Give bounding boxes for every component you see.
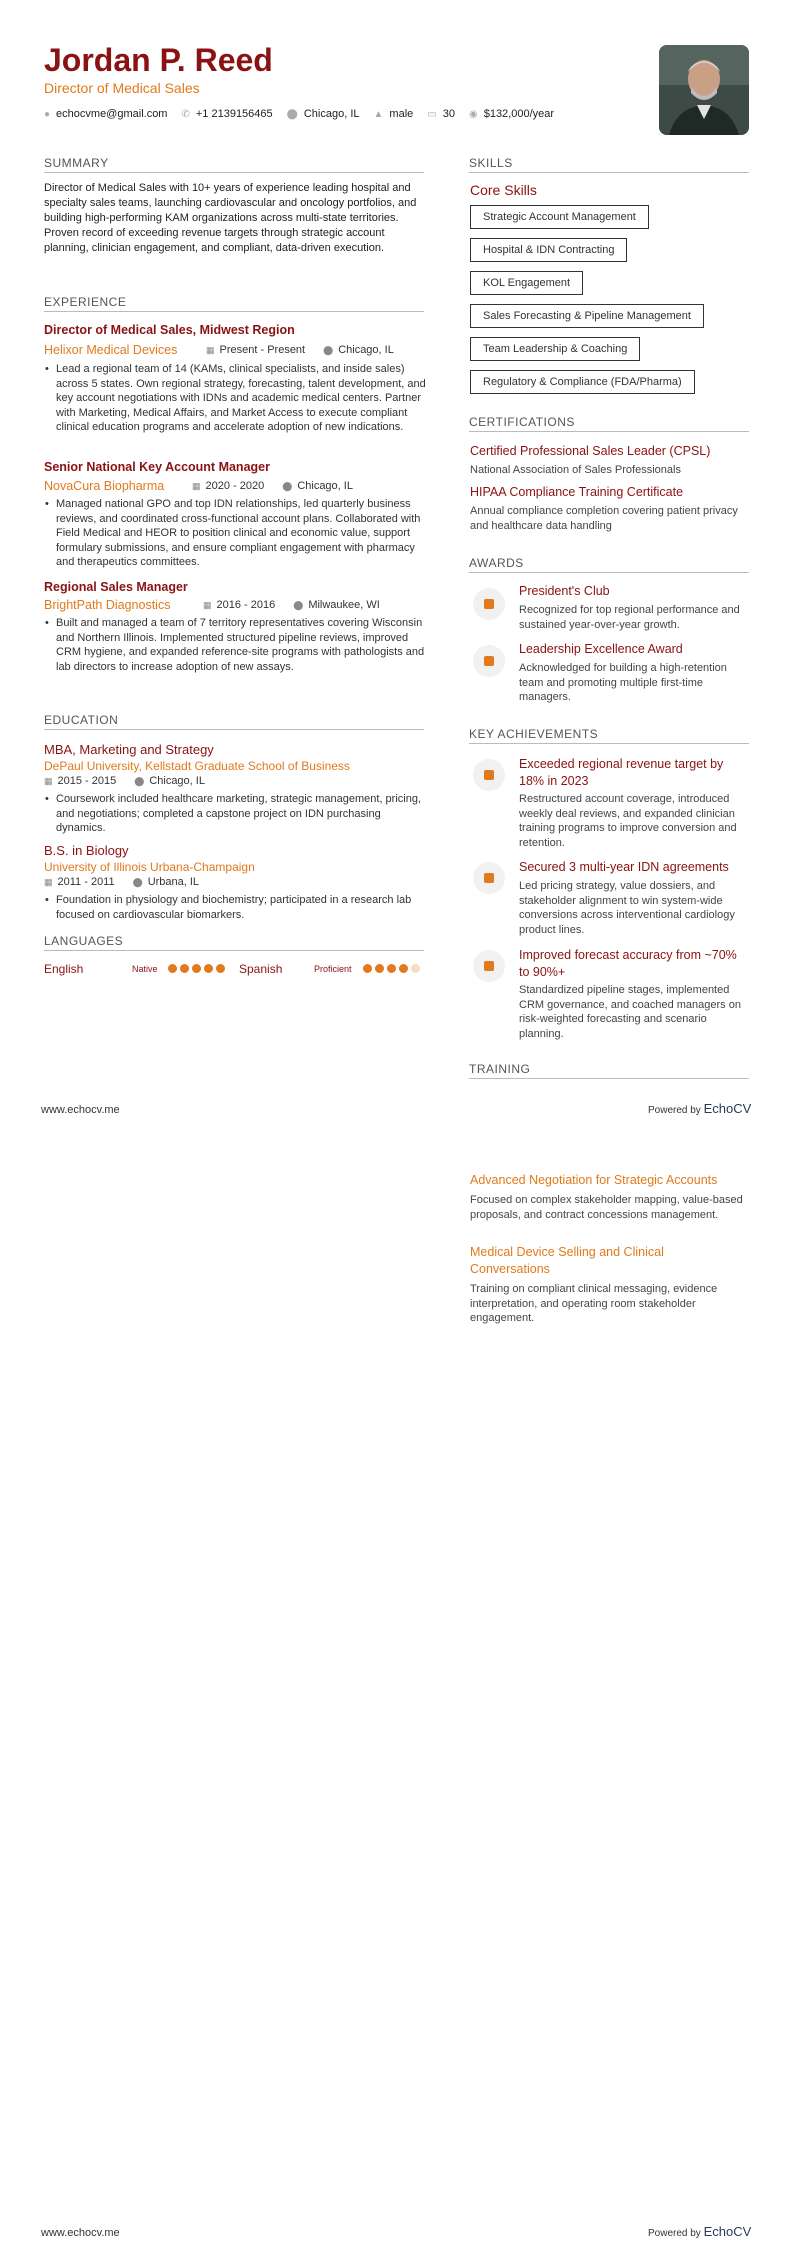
job-meta xyxy=(206,344,394,356)
job-dates: 2020 - 2020 xyxy=(205,480,265,492)
summary-heading: SUMMARY xyxy=(44,156,424,173)
footer-brand xyxy=(648,2224,751,2239)
resume-page-2 xyxy=(0,1123,794,2246)
salary-icon: ◉ xyxy=(468,108,478,120)
training-title: Advanced Negotiation for Strategic Accounts xyxy=(470,1173,718,1187)
target-icon xyxy=(473,950,505,982)
achievements-heading: KEY ACHIEVEMENTS xyxy=(469,727,749,744)
achievement-desc: Led pricing strategy, value dossiers, and stakeholder alignment to win system-wide conversions across interventional cardiology product lines. xyxy=(519,880,735,936)
candidate-role: Director of Medical Sales xyxy=(44,80,200,96)
awards-heading: AWARDS xyxy=(469,556,749,573)
job-meta xyxy=(192,480,353,492)
footer-brand-name: EchoCV xyxy=(703,1101,752,1116)
job-title: Regional Sales Manager xyxy=(44,580,188,594)
skill-chip: Hospital & IDN Contracting xyxy=(470,238,627,262)
job-location: Milwaukee, WI xyxy=(308,599,380,611)
candidate-name: Jordan P. Reed xyxy=(44,42,273,78)
job-description: • Built and managed a team of 7 territory representatives covering Wisconsin and Northern Illinois. Implemented structured pipeline reviews, improved CRM hygiene, and expanded reference-site programs with pathologists and lab directors to increase adoption of new assays. xyxy=(56,616,428,674)
footer-site[interactable]: www.echocv.me xyxy=(41,1104,120,1116)
edu-meta xyxy=(44,775,205,787)
language-level: Proficient xyxy=(314,964,352,974)
cert-desc: Annual compliance completion covering patient privacy and healthcare data handling xyxy=(470,505,738,532)
edu-meta xyxy=(44,876,199,888)
location-icon: ⬤ xyxy=(282,481,293,491)
edu-degree: MBA, Marketing and Strategy xyxy=(44,742,214,757)
contact-gender-text: male xyxy=(389,108,414,120)
skills-heading: SKILLS xyxy=(469,156,749,173)
footer-powered: Powered by xyxy=(648,2228,701,2239)
language-rating xyxy=(168,964,225,973)
languages-heading: LANGUAGES xyxy=(44,934,424,951)
email-icon: ● xyxy=(44,108,51,120)
footer-site[interactable]: www.echocv.me xyxy=(41,2227,120,2239)
person-icon: ▲ xyxy=(373,108,384,120)
achievement-title: Exceeded regional revenue target by 18% in 2023 xyxy=(519,757,724,788)
job-description: • Managed national GPO and top IDN relationships, led quarterly business reviews, and coordinated cross-functional account plans. Collaborated with Field Medical and HEOR to position clinical and economic value, support formulary submissions, and ensure compliant engagement with pharmacy and therapeutics committees. xyxy=(56,497,428,570)
certifications-heading: CERTIFICATIONS xyxy=(469,415,749,432)
language-name: Spanish xyxy=(239,962,283,976)
contact-email[interactable] xyxy=(44,108,167,120)
location-icon: ⬤ xyxy=(323,345,334,355)
star-icon xyxy=(473,645,505,677)
contact-phone[interactable] xyxy=(181,108,272,120)
contact-salary-text: $132,000/year xyxy=(483,108,555,120)
edu-dates: 2015 - 2015 xyxy=(57,775,117,787)
skill-chip: Strategic Account Management xyxy=(470,205,649,229)
language-level: Native xyxy=(132,964,158,974)
summary-text: Director of Medical Sales with 10+ years of experience leading hospital and specialty sales teams, launching cardiovascular and oncology portfolios, and building high-performing KAM organizations across multi-state territories. Proven record of exceeding revenue targets through strategic account planning, clinician engagement, and compliant, data-driven execution. xyxy=(44,182,417,254)
calendar-icon: ▦ xyxy=(203,600,212,610)
contact-phone-text: +1 2139156465 xyxy=(195,108,273,120)
footer-brand xyxy=(648,1101,751,1116)
contact-location xyxy=(287,108,360,120)
contact-gender xyxy=(374,108,414,120)
achievement-title: Secured 3 multi-year IDN agreements xyxy=(519,860,729,874)
job-meta xyxy=(203,599,380,611)
edu-school: University of Illinois Urbana-Champaign xyxy=(44,860,255,874)
skill-chip: Regulatory & Compliance (FDA/Pharma) xyxy=(470,370,695,394)
contact-email-text: echocvme@gmail.com xyxy=(56,108,168,120)
contact-age xyxy=(427,108,455,120)
calendar-icon: ▦ xyxy=(44,877,53,887)
contact-salary xyxy=(469,108,554,120)
footer-brand-name: EchoCV xyxy=(703,2224,752,2239)
job-dates: 2016 - 2016 xyxy=(216,599,276,611)
contact-row xyxy=(44,108,554,120)
language-rating xyxy=(363,964,420,973)
award-title: President's Club xyxy=(519,584,610,598)
core-skills-heading: Core Skills xyxy=(470,182,537,198)
training-desc: Training on compliant clinical messaging, evidence interpretation, and operating room stakeholder engagement. xyxy=(470,1283,718,1324)
job-description: • Lead a regional team of 14 (KAMs, clinical specialists, and inside sales) across 5 states. Own regional strategy, forecasting, talent development, and key account negotiations with IDNs and academic medical centers. Partner with Marketing, Medical Affairs, and Market Access to execute compliant clinical education programs and accelerate adoption of new indications. xyxy=(56,362,428,435)
training-heading: TRAINING xyxy=(469,1062,749,1079)
achievement-desc: Restructured account coverage, introduced weekly deal reviews, and expanded clinician training programs to improve conversion and retention. xyxy=(519,793,737,849)
calendar-icon: ▦ xyxy=(44,776,53,786)
job-company: BrightPath Diagnostics xyxy=(44,598,171,612)
edu-school: DePaul University, Kellstadt Graduate School of Business xyxy=(44,759,350,773)
profile-photo xyxy=(659,45,749,135)
award-desc: Acknowledged for building a high-retention team and promoting multiple first-time managers. xyxy=(519,662,727,703)
edu-location: Chicago, IL xyxy=(149,775,205,787)
job-location: Chicago, IL xyxy=(338,344,394,356)
edu-description: • Foundation in physiology and biochemistry; participated in a research lab focused on cardiovascular biomarkers. xyxy=(56,893,428,922)
cert-title: Certified Professional Sales Leader (CPSL) xyxy=(470,444,711,458)
edu-location: Urbana, IL xyxy=(147,876,200,888)
edu-description: • Coursework included healthcare marketing, strategic management, pricing, and negotiations; completed a capstone project on IDN purchasing dynamics. xyxy=(56,792,428,836)
location-icon: ⬤ xyxy=(134,776,145,786)
job-company: NovaCura Biopharma xyxy=(44,479,165,493)
achievement-title: Improved forecast accuracy from ~70% to 90%+ xyxy=(519,948,737,979)
location-icon: ⬤ xyxy=(132,877,143,887)
language-name: English xyxy=(44,962,84,976)
skill-chip: Team Leadership & Coaching xyxy=(470,337,640,361)
chart-icon xyxy=(473,759,505,791)
contact-age-text: 30 xyxy=(442,108,455,120)
job-title: Director of Medical Sales, Midwest Region xyxy=(44,323,295,337)
training-desc: Focused on complex stakeholder mapping, value-based proposals, and contract concessions management. xyxy=(470,1194,743,1221)
education-heading: EDUCATION xyxy=(44,713,424,730)
calendar-icon: ▭ xyxy=(427,108,437,120)
calendar-icon: ▦ xyxy=(192,481,201,491)
skill-chip: Sales Forecasting & Pipeline Management xyxy=(470,304,704,328)
award-title: Leadership Excellence Award xyxy=(519,642,683,656)
location-icon: ⬤ xyxy=(286,108,298,120)
skill-chip: KOL Engagement xyxy=(470,271,583,295)
location-icon: ⬤ xyxy=(293,600,304,610)
job-location: Chicago, IL xyxy=(297,480,353,492)
edu-degree: B.S. in Biology xyxy=(44,843,129,858)
handshake-icon xyxy=(473,862,505,894)
cert-desc: National Association of Sales Professionals xyxy=(470,464,681,476)
training-title: Medical Device Selling and Clinical Conversations xyxy=(470,1245,664,1276)
trophy-icon xyxy=(473,588,505,620)
experience-heading: EXPERIENCE xyxy=(44,295,424,312)
phone-icon: ✆ xyxy=(181,108,190,120)
contact-location-text: Chicago, IL xyxy=(303,108,360,120)
calendar-icon: ▦ xyxy=(206,345,215,355)
achievement-desc: Standardized pipeline stages, implemented CRM governance, and coached managers on risk-weighted forecasting and scenario planning. xyxy=(519,984,741,1040)
job-dates: Present - Present xyxy=(219,344,306,356)
cert-title: HIPAA Compliance Training Certificate xyxy=(470,485,684,499)
edu-dates: 2011 - 2011 xyxy=(57,876,115,888)
footer-powered: Powered by xyxy=(648,1105,701,1116)
job-company: Helixor Medical Devices xyxy=(44,343,178,357)
job-title: Senior National Key Account Manager xyxy=(44,460,270,474)
award-desc: Recognized for top regional performance and sustained year-over-year growth. xyxy=(519,604,740,631)
